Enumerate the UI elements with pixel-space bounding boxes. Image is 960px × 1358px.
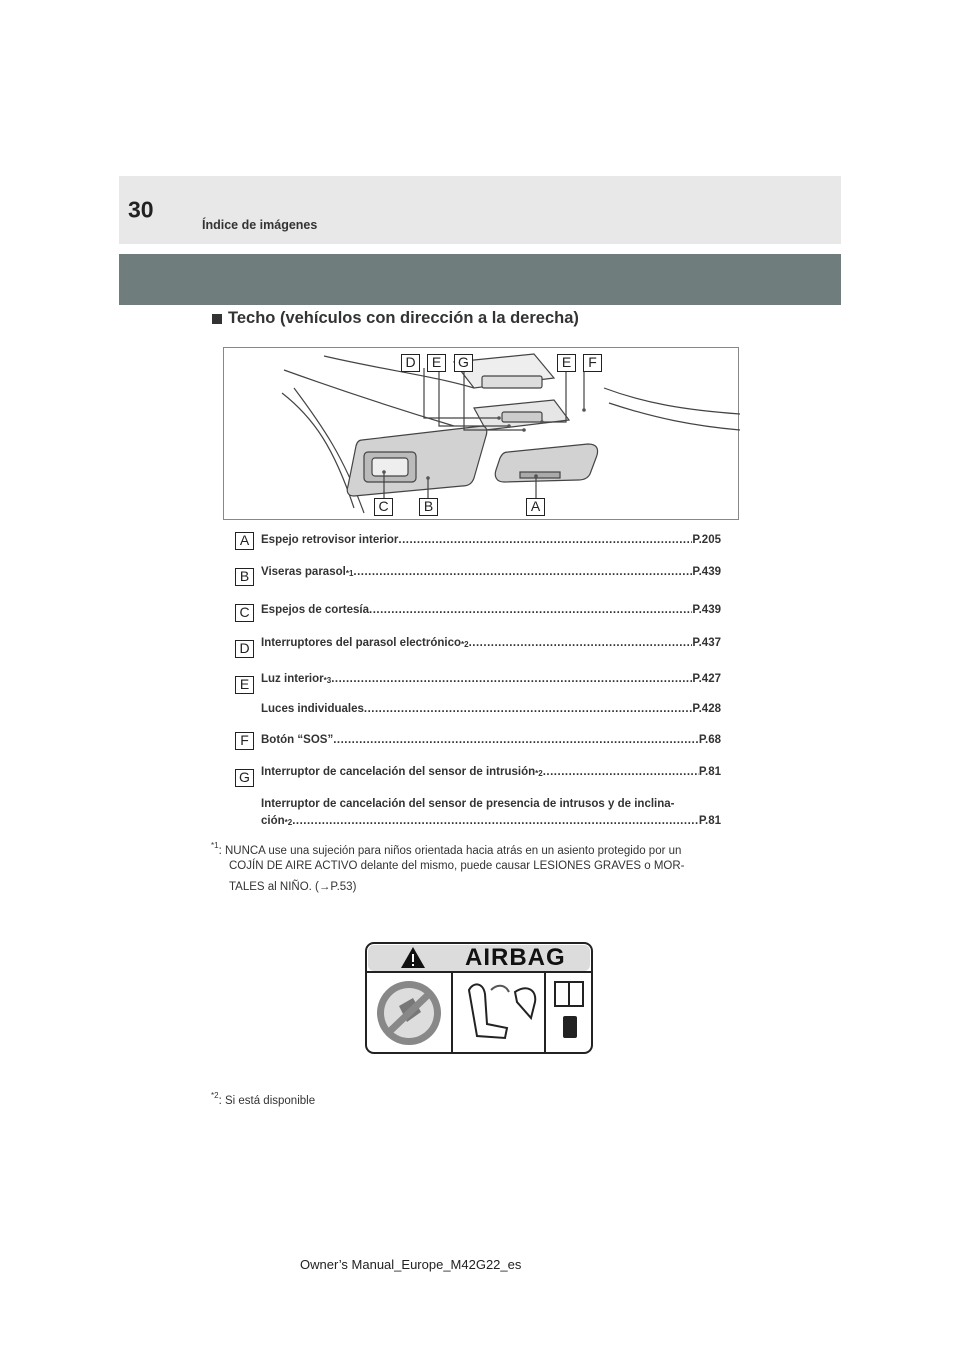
footnote-mark: *3 <box>323 676 332 685</box>
header-band <box>119 176 841 244</box>
page-ref-link[interactable]: P.81 <box>698 766 721 778</box>
figure-label-c: C <box>374 498 393 516</box>
badge-f: F <box>235 732 254 750</box>
page-ref-link[interactable]: P.437 <box>692 637 721 649</box>
footnote-mark: *1 <box>345 569 354 578</box>
page-ref-link[interactable]: P.205 <box>692 534 721 546</box>
page-number: 30 <box>128 196 154 223</box>
list-item <box>261 766 721 778</box>
list-item <box>261 734 721 746</box>
roof-illustration <box>224 348 740 521</box>
item-text: Luces individuales <box>261 703 364 715</box>
figure-label-e2: E <box>557 354 576 372</box>
footnote-mark: *2 <box>535 769 543 778</box>
page-ref-link[interactable]: P.81 <box>698 815 721 827</box>
page-ref-link[interactable]: P.68 <box>698 734 721 746</box>
airbag-warning-label <box>365 942 593 1054</box>
badge-c: C <box>235 604 254 622</box>
footnote-1 <box>211 836 681 861</box>
page-ref-link[interactable]: P.439 <box>692 604 721 616</box>
airbag-text: AIRBAG <box>465 944 566 971</box>
leader-dots <box>333 734 699 746</box>
item-text: Luz interior <box>261 673 324 685</box>
footnote-mark: *2 <box>284 818 293 827</box>
list-item <box>261 673 721 685</box>
figure-label-g: G <box>454 354 473 372</box>
list-item <box>261 566 721 578</box>
footnote-1-line1: : NUNCA use una sujeción para niños orientada hacia atrás en un asiento protegido por un <box>218 845 682 857</box>
footnote-1-line2: COJÍN DE AIRE ACTIVO delante del mismo, puede causar LESIONES GRAVES o MOR- <box>229 860 685 872</box>
item-text: Interruptor de cancelación del sensor de intrusión <box>261 766 536 778</box>
leader-dots <box>369 604 692 616</box>
item-text: Viseras parasol <box>261 566 346 578</box>
header-dark-band <box>119 254 841 305</box>
figure-label-b: B <box>419 498 438 516</box>
footnote-mark: *1 <box>211 841 219 850</box>
item-text: Espejos de cortesía <box>261 604 370 616</box>
list-item <box>261 604 721 616</box>
page-ref-link[interactable]: P.428 <box>692 703 721 715</box>
leader-dots <box>469 637 693 649</box>
item-text: ción <box>261 815 285 827</box>
leader-dots <box>292 815 699 827</box>
figure-label-e: E <box>427 354 446 372</box>
item-g2-line1: Interruptor de cancelación del sensor de presencia de intrusos y de inclina- <box>261 798 675 810</box>
figure-label-a: A <box>526 498 545 516</box>
leader-dots <box>543 766 699 778</box>
leader-dots <box>331 673 692 685</box>
item-text: Espejo retrovisor interior <box>261 534 399 546</box>
badge-b: B <box>235 568 254 586</box>
footer-text: Owner’s Manual_Europe_M42G22_es <box>300 1257 522 1272</box>
badge-a: A <box>235 532 254 550</box>
figure-label-d: D <box>401 354 420 372</box>
roof-figure <box>223 347 739 520</box>
leader-dots <box>364 703 693 715</box>
leader-dots <box>353 566 692 578</box>
list-item <box>261 703 721 715</box>
footnote-1-line3: TALES al NIÑO. (→P.53) <box>229 881 357 893</box>
footnote-2 <box>211 1086 315 1111</box>
footnote-2-text: : Si está disponible <box>218 1095 316 1107</box>
badge-d: D <box>235 640 254 658</box>
footnote-mark: *2 <box>211 1091 219 1100</box>
square-bullet-icon <box>212 314 222 324</box>
badge-e: E <box>235 676 254 694</box>
leader-dots <box>398 534 692 546</box>
page-ref-link[interactable]: P.439 <box>692 566 721 578</box>
figure-label-f: F <box>583 354 602 372</box>
badge-g: G <box>235 769 254 787</box>
item-text: Interruptores del parasol electrónico <box>261 637 462 649</box>
page-ref-link[interactable]: P.427 <box>692 673 721 685</box>
section-title <box>212 309 579 328</box>
item-text: Botón “SOS” <box>261 734 334 746</box>
list-item <box>261 637 721 649</box>
list-item <box>261 815 721 827</box>
footnote-mark: *2 <box>461 640 469 649</box>
section-title-text: Techo (vehículos con dirección a la derecha) <box>228 309 579 327</box>
list-item <box>261 534 721 546</box>
header-title: Índice de imágenes <box>202 218 318 232</box>
